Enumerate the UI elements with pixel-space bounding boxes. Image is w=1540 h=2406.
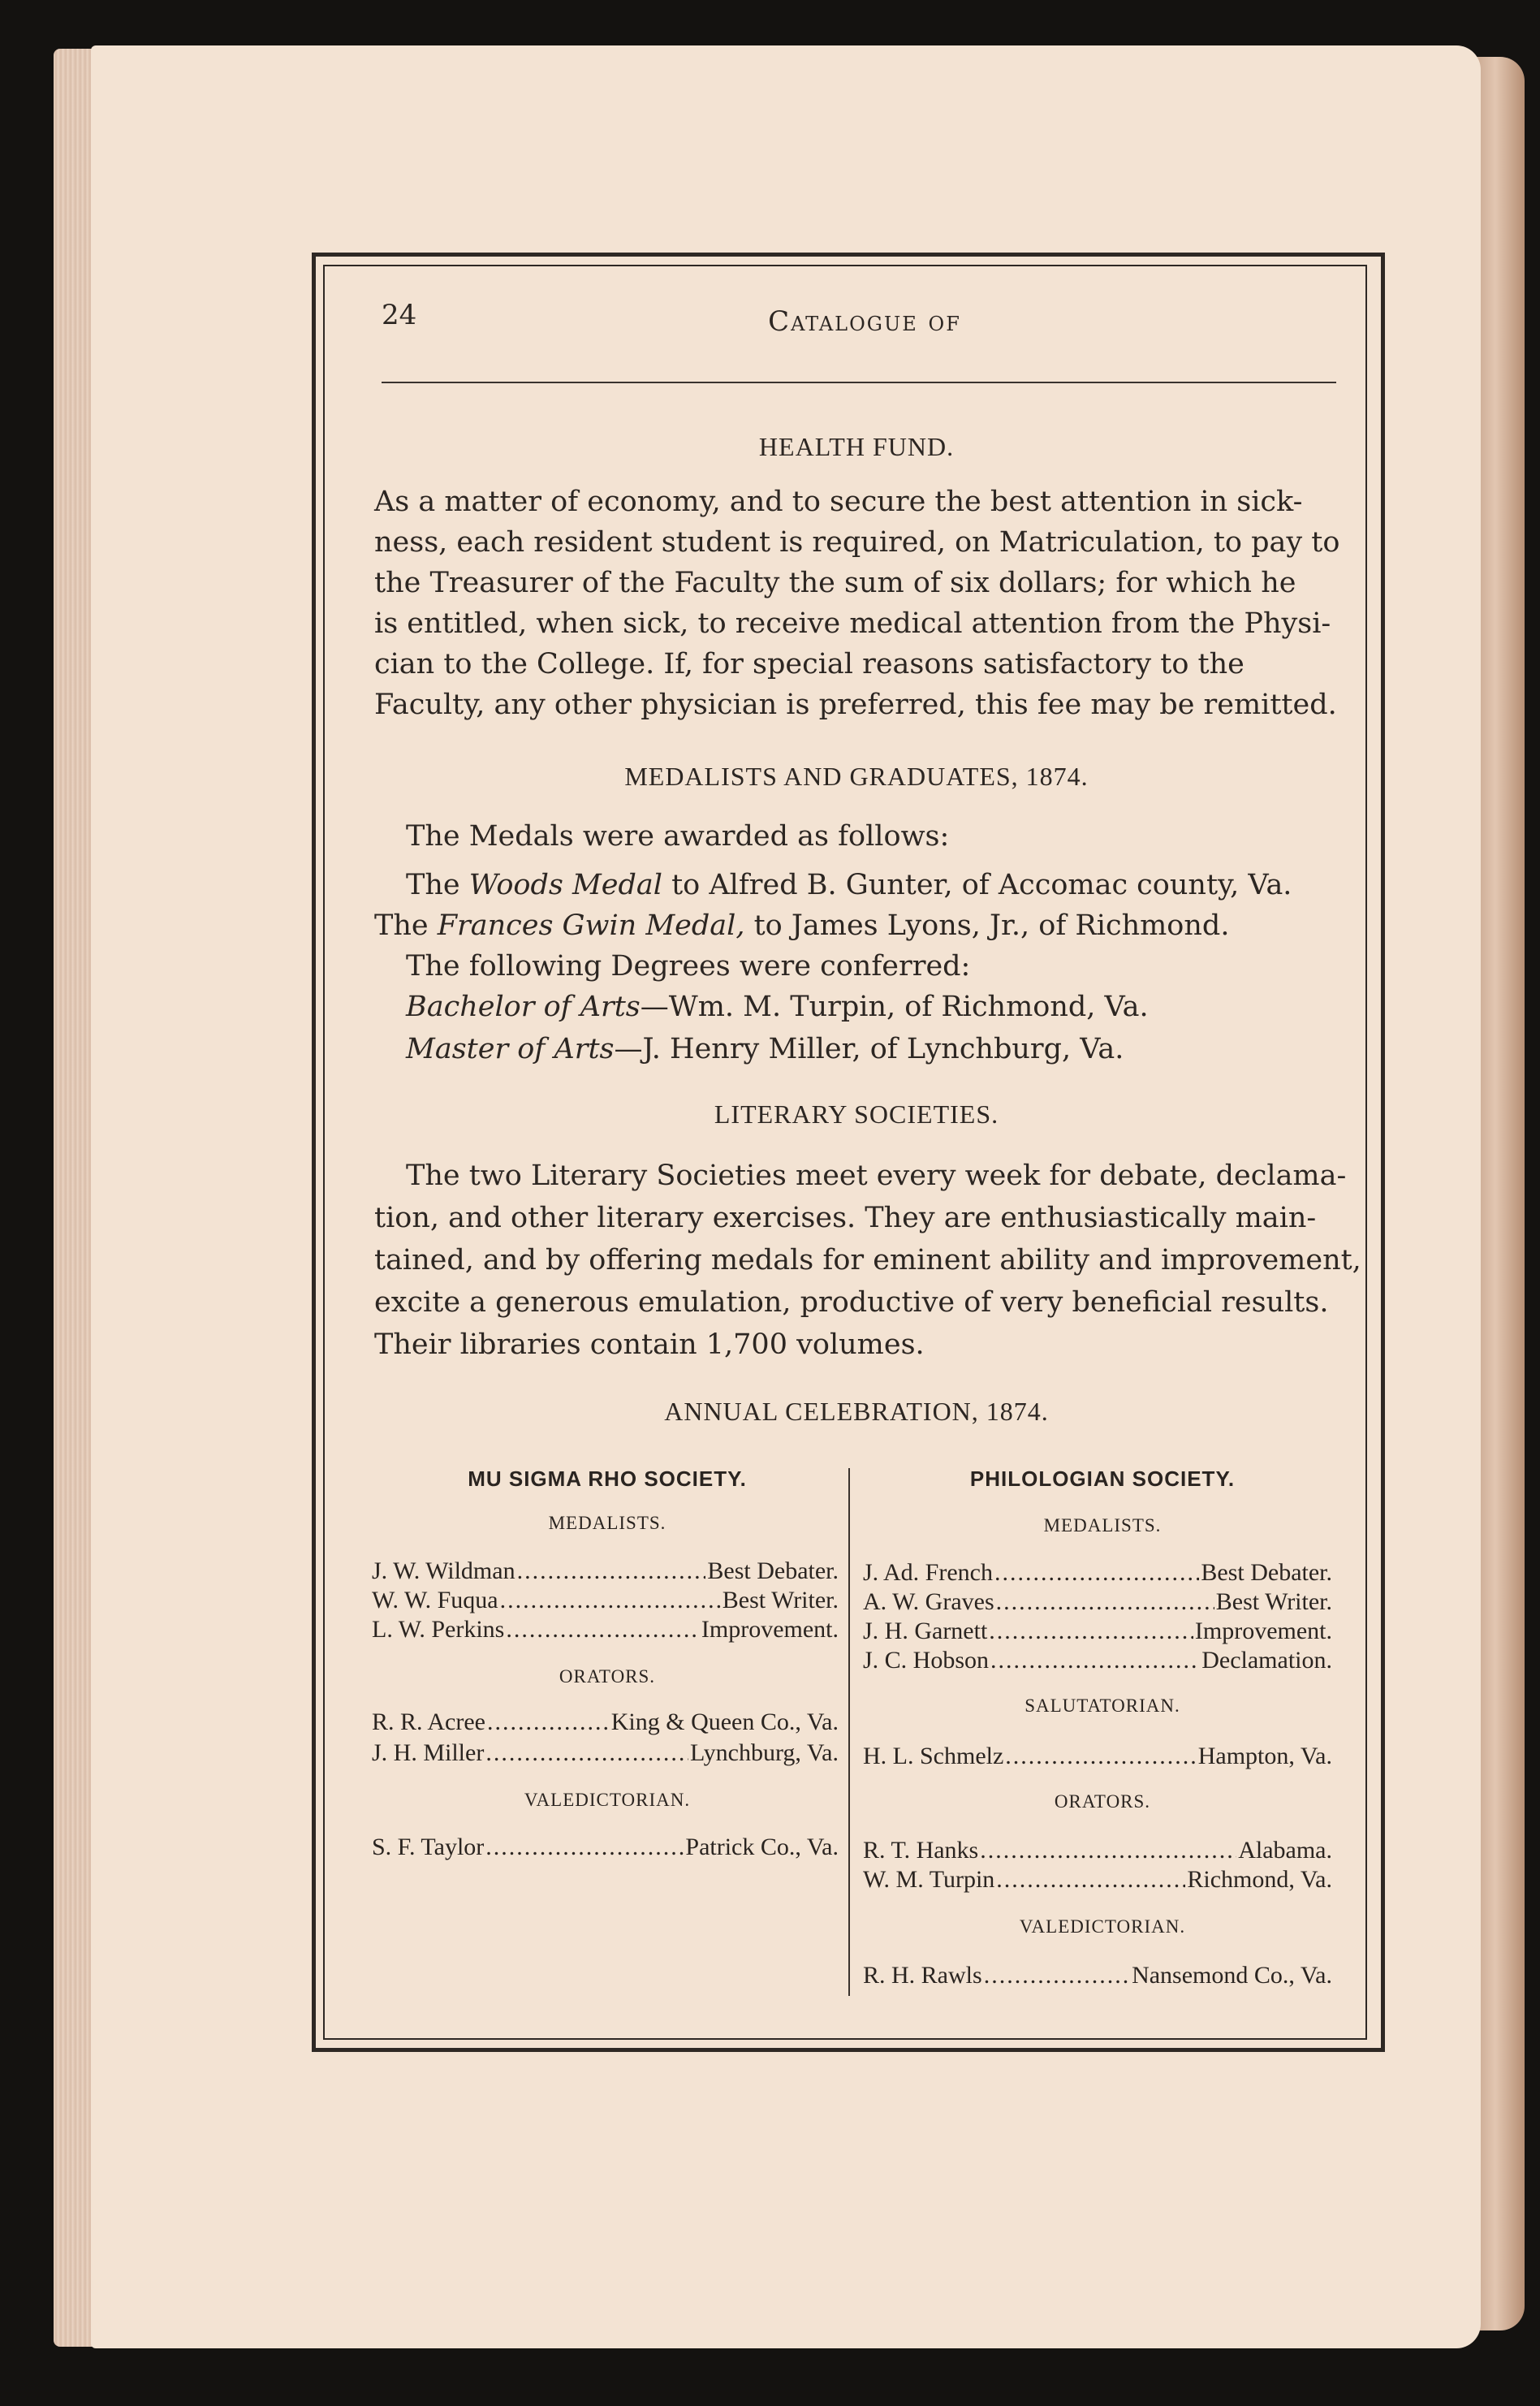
degree-bachelor: Bachelor of Arts—Wm. M. Turpin, of Richmond, Va. xyxy=(406,991,1149,1023)
column-divider xyxy=(848,1468,850,1996)
mu-sigma-rho-heading: MU SIGMA RHO SOCIETY. xyxy=(468,1466,747,1491)
health-fund-line: is entitled, when sick, to receive medical attention from the Physi- xyxy=(374,607,1331,640)
list-item: J. H. Garnett ..... Improvement. xyxy=(863,1616,1332,1647)
degrees-intro: The following Degrees were conferred: xyxy=(406,950,971,983)
list-item: W. W. Fuqua ..... Best Writer. xyxy=(372,1585,839,1616)
list-item: W. M. Turpin ..... Richmond, Va. xyxy=(863,1864,1332,1895)
left-orators-label: ORATORS. xyxy=(559,1666,656,1687)
medalists-title: MEDALISTS AND GRADUATES, 1874. xyxy=(624,762,1089,791)
list-item: H. L. Schmelz ..... Hampton, Va. xyxy=(863,1741,1332,1772)
medal-line-woods: The Woods Medal to Alfred B. Gunter, of Accomac county, Va. xyxy=(406,869,1292,901)
health-fund-line: cian to the College. If, for special reasons satisfactory to the xyxy=(374,648,1245,680)
right-medalists-label: MEDALISTS. xyxy=(1043,1515,1162,1536)
literary-line: tion, and other literary exercises. They are enthusiastically main- xyxy=(374,1202,1317,1234)
left-medalists-label: MEDALISTS. xyxy=(548,1513,666,1533)
list-item: J. W. Wildman ..... Best Debater. xyxy=(372,1556,839,1587)
literary-line: tained, and by offering medals for eminent ability and improvement, xyxy=(374,1244,1361,1276)
literary-title: LITERARY SOCIETIES. xyxy=(714,1099,999,1129)
celebration-title: ANNUAL CELEBRATION, 1874. xyxy=(664,1397,1049,1426)
list-item: R. R. Acree ..... King & Queen Co., Va. xyxy=(372,1707,839,1738)
health-fund-line: As a matter of economy, and to secure the best attention in sick- xyxy=(374,486,1303,518)
list-item: L. W. Perkins ..... Improvement. xyxy=(372,1614,839,1645)
right-valedictorian-label: VALEDICTORIAN. xyxy=(1019,1916,1186,1937)
health-fund-line: ness, each resident student is required, on Matriculation, to pay to xyxy=(374,526,1340,559)
list-item: A. W. Graves ..... Best Writer. xyxy=(863,1587,1332,1618)
health-fund-line: Faculty, any other physician is preferred, this fee may be remitted. xyxy=(374,689,1337,721)
right-salutatorian-label: SALUTATORIAN. xyxy=(1025,1695,1180,1716)
running-head: Catalogue of xyxy=(768,305,961,338)
list-item: J. C. Hobson ..... Declamation. xyxy=(863,1645,1332,1676)
literary-line: The two Literary Societies meet every week for debate, declama- xyxy=(406,1160,1347,1192)
list-item: R. H. Rawls ..... Nansemond Co., Va. xyxy=(863,1960,1332,1991)
list-item: J. Ad. French ..... Best Debater. xyxy=(863,1557,1332,1588)
list-item: J. H. Miller ..... Lynchburg, Va. xyxy=(372,1738,839,1769)
medal-line-gwin: The Frances Gwin Medal, to James Lyons, Jr., of Richmond. xyxy=(374,909,1230,942)
left-valedictorian-label: VALEDICTORIAN. xyxy=(524,1790,691,1810)
page-number: 24 xyxy=(382,299,417,331)
health-fund-line: the Treasurer of the Faculty the sum of six dollars; for which he xyxy=(374,567,1296,599)
literary-line: excite a generous emulation, productive of very beneficial results. xyxy=(374,1286,1329,1319)
literary-line: Their libraries contain 1,700 volumes. xyxy=(374,1328,925,1361)
philologian-heading: PHILOLOGIAN SOCIETY. xyxy=(969,1466,1236,1491)
degree-master: Master of Arts—J. Henry Miller, of Lynchburg, Va. xyxy=(406,1033,1124,1065)
right-orators-label: ORATORS. xyxy=(1054,1791,1151,1812)
medals-intro: The Medals were awarded as follows: xyxy=(406,820,950,853)
facing-page-edge xyxy=(1476,57,1525,2330)
header-rule xyxy=(382,382,1336,383)
health-fund-title: HEALTH FUND. xyxy=(758,432,955,461)
list-item: S. F. Taylor ..... Patrick Co., Va. xyxy=(372,1832,839,1863)
list-item: R. T. Hanks ..... Alabama. xyxy=(863,1835,1332,1866)
